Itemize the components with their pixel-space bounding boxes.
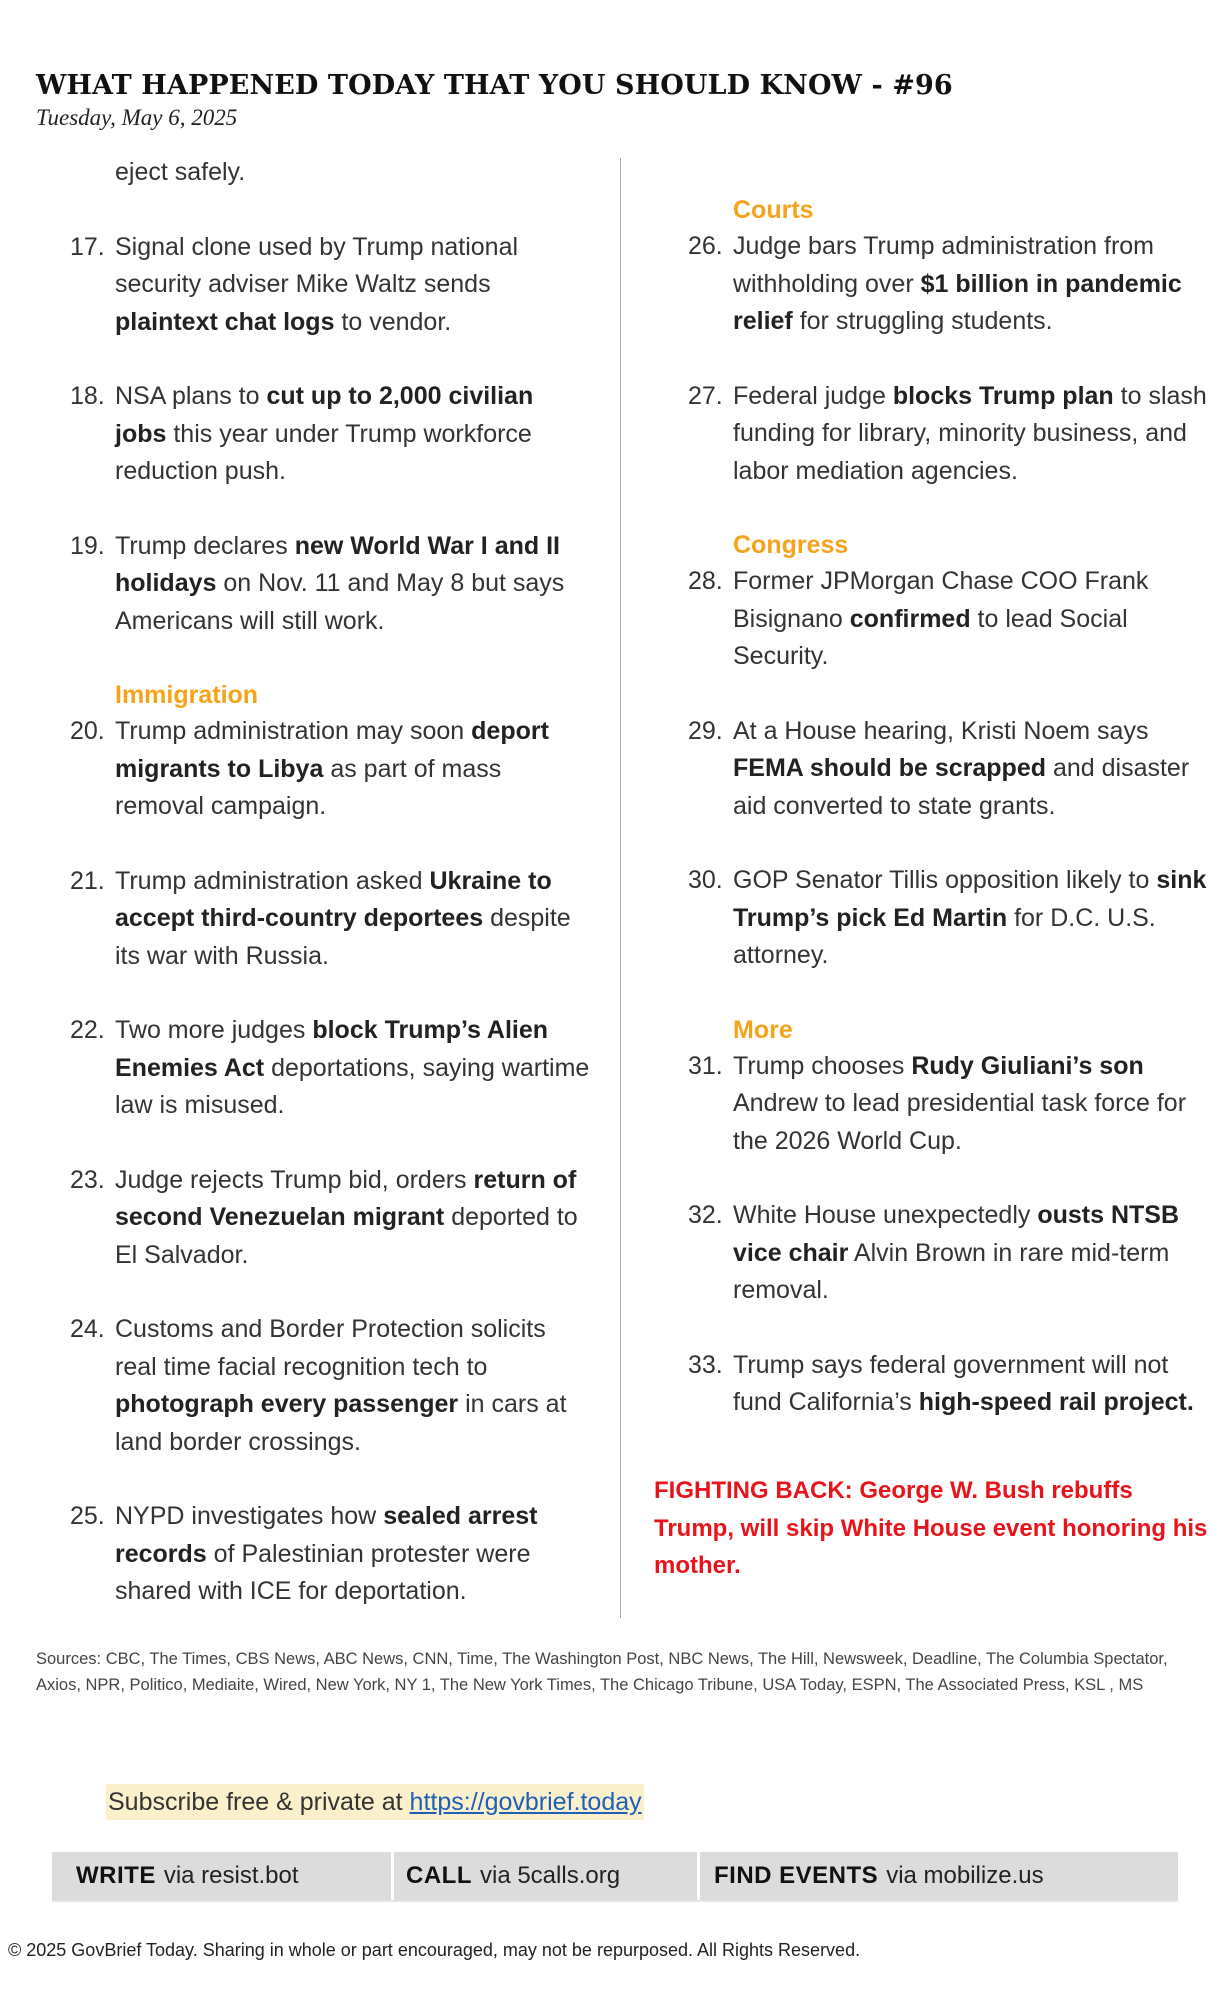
item-number: 21. [70, 866, 105, 895]
item-number: 25. [70, 1502, 105, 1530]
item-text-end: and disaster aid converted to state grants. [733, 754, 1190, 820]
item-text-end: to vendor. [334, 307, 452, 336]
item-text: Trump administration asked [115, 866, 430, 895]
item-highlight: confirmed [849, 604, 971, 633]
fighting-back-callout: FIGHTING BACK: George W. Bush rebuffs Trump, will skip White House event honoring his mother. [654, 1477, 1208, 1579]
item-text: Judge rejects Trump bid, orders [115, 1165, 474, 1194]
item-number: 18. [70, 382, 105, 410]
item-text-end: this year under Trump workforce reduction push. [115, 419, 532, 485]
item-number: 24. [70, 1315, 105, 1343]
item-number: 32. [688, 1201, 723, 1229]
news-item-21 [70, 863, 590, 976]
item-highlight: FEMA should be scrapped [733, 754, 1047, 782]
item-text: Trump administration may soon [115, 717, 472, 745]
news-item-29 [688, 713, 1208, 826]
item-text: Judge bars Trump administration from withholding over [733, 232, 1155, 298]
item-number: 20. [70, 717, 105, 745]
item-text: Customs and Border Protection solicits real time facial recognition tech to [115, 1315, 546, 1381]
item-highlight: block Trump’s Alien Enemies Act [115, 1016, 549, 1082]
item-text-end: deportations, saying wartime law is misused. [115, 1053, 590, 1119]
item-text-end: as part of mass removal campaign. [115, 754, 502, 820]
item-text-end: for D.C. U.S. attorney. [733, 903, 1156, 969]
item-highlight: blocks Trump plan [892, 381, 1114, 410]
news-item-33 [688, 1347, 1208, 1422]
page-header [36, 70, 953, 131]
item-highlight: Rudy Giuliani’s son [911, 1051, 1144, 1080]
item-text: Trump declares [115, 531, 295, 560]
item-highlight: sink Trump’s pick Ed Martin [733, 866, 1207, 932]
item-number: 19. [70, 531, 105, 560]
news-item-18 [70, 378, 590, 491]
item-number: 33. [688, 1350, 723, 1379]
item-text: Former JPMorgan Chase COO Frank Bisignano [733, 567, 1149, 633]
item-text: GOP Senator Tillis opposition likely to [733, 866, 1157, 894]
item-text-end: for struggling students. [792, 307, 1053, 335]
news-item-32 [688, 1197, 1208, 1310]
news-item-25 [70, 1498, 590, 1611]
item-text: NYPD investigates how [115, 1502, 384, 1530]
action-via: via 5calls.org [479, 1862, 621, 1889]
item-highlight: sealed arrest records [115, 1502, 538, 1568]
section-heading-courts: Courts [733, 196, 814, 224]
action-via: via mobilize.us [886, 1862, 1044, 1889]
item-number: 26. [688, 232, 723, 260]
item-highlight: deport migrants to Libya [115, 717, 549, 783]
item-number: 30. [688, 866, 723, 894]
item-text: Two more judges [115, 1016, 313, 1044]
item-number: 29. [688, 716, 723, 745]
item-text-end: Alvin Brown in rare mid-term removal. [733, 1238, 1170, 1304]
item-text-end: deported to El Salvador. [115, 1203, 578, 1269]
find-events-action-button[interactable] [700, 1852, 1178, 1900]
news-item-23 [70, 1162, 590, 1275]
item-text: At a House hearing, Kristi Noem says [733, 716, 1149, 745]
sources-list: Sources: CBC, The Times, CBS News, ABC News, CNN, Time, The Washington Post, NBC News, The Hill, Newsweek, Deadline, The Columbia Spectator, Axios, NPR, Politico, Mediaite, Wired, New York, NY 1, The New York Times, The Chicago Tribune, USA Today, ESPN, The Associated Press, KSL , MS [36, 1650, 1168, 1694]
item-highlight: ousts NTSB vice chair [733, 1201, 1180, 1267]
action-bar [52, 1852, 1178, 1902]
item-highlight: Ukraine to accept third-country deportees [115, 866, 552, 932]
call-action-button[interactable] [394, 1852, 700, 1900]
item-number: 23. [70, 1165, 105, 1194]
left-column [70, 154, 590, 1611]
page-title: WHAT HAPPENED TODAY THAT YOU SHOULD KNOW - #96 [36, 70, 953, 101]
section-heading-congress: Congress [733, 531, 849, 559]
item-number: 28. [688, 567, 723, 595]
item-highlight: $1 billion in pandemic relief [733, 269, 1182, 335]
item-number: 22. [70, 1016, 105, 1044]
news-item-27 [688, 378, 1208, 491]
item-text: White House unexpectedly [733, 1201, 1038, 1229]
right-column [688, 154, 1208, 1422]
news-item-26 [688, 228, 1208, 341]
item-highlight: return of second Venezuelan migrant [115, 1165, 577, 1231]
action-label: CALL [406, 1862, 472, 1889]
item-highlight: new World War I and II holidays [115, 531, 560, 597]
item-text-end: despite its war with Russia. [115, 904, 571, 970]
item-highlight: cut up to 2,000 civilian jobs [115, 382, 534, 448]
news-item-22 [70, 1012, 590, 1125]
publish-date: Tuesday, May 6, 2025 [36, 105, 238, 130]
item-text-end: in cars at land border crossings. [115, 1390, 567, 1456]
news-item-30 [688, 862, 1208, 975]
subscribe-link[interactable]: https://govbrief.today [409, 1788, 642, 1816]
action-label: WRITE [76, 1862, 156, 1889]
action-label: FIND EVENTS [714, 1862, 879, 1889]
write-action-button[interactable] [52, 1852, 394, 1900]
news-item-19 [70, 528, 590, 641]
copyright-notice: © 2025 GovBrief Today. Sharing in whole or part encouraged, may not be repurposed. All Rights Reserved. [8, 1940, 861, 1960]
item-text-end: on Nov. 11 and May 8 but says Americans will still work. [115, 569, 565, 635]
news-item-20 [70, 713, 590, 826]
item-text: Signal clone used by Trump national security adviser Mike Waltz sends [115, 232, 519, 298]
news-item-31 [688, 1048, 1208, 1161]
item-highlight: high-speed rail project. [918, 1388, 1194, 1416]
item-text-end: to lead Social Security. [733, 604, 1128, 670]
section-heading-more: More [733, 1015, 793, 1044]
column-divider [620, 158, 621, 1618]
action-via: via resist.bot [163, 1862, 299, 1889]
item-highlight: plaintext chat logs [115, 307, 335, 336]
subscribe-text: Subscribe free & private at [108, 1788, 410, 1816]
item-text-end: of Palestinian protester were shared with ICE for deportation. [115, 1539, 531, 1605]
item-text: NSA plans to [115, 382, 267, 410]
item-number: 27. [688, 381, 723, 410]
subscribe-banner [106, 1784, 644, 1820]
item-text-end: to slash funding for library, minority business, and labor mediation agencies. [733, 381, 1207, 485]
news-item-24 [70, 1311, 590, 1461]
news-item-17 [70, 229, 590, 342]
item-text: Federal judge [733, 381, 893, 410]
item-number: 31. [688, 1051, 723, 1080]
item-number: 17. [70, 232, 105, 261]
item-highlight: photograph every passenger [115, 1390, 459, 1418]
item-text: Trump chooses [733, 1051, 912, 1080]
continued-text: eject safely. [115, 158, 246, 186]
item-text-end: Andrew to lead presidential task force for the 2026 World Cup. [733, 1089, 1187, 1155]
section-heading-immigration: Immigration [115, 681, 259, 709]
news-item-28 [688, 563, 1208, 676]
item-text: Trump says federal government will not fund California’s [733, 1350, 1169, 1416]
